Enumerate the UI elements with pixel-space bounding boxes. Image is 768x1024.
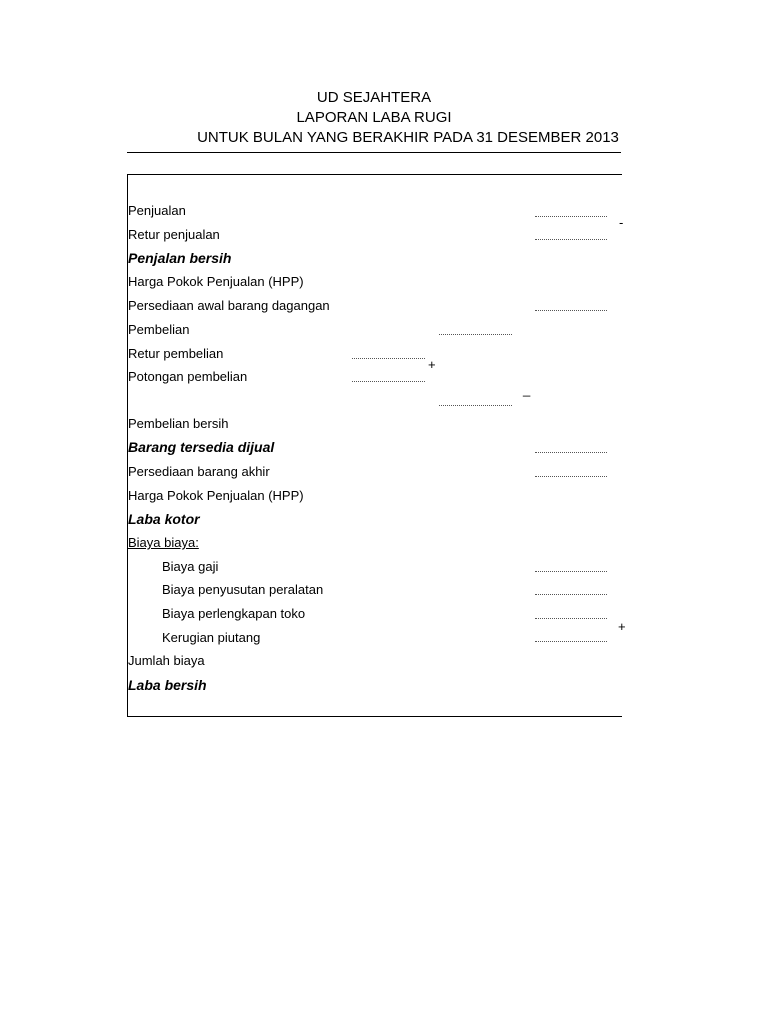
row-kerugian-piutang: Kerugian piutang xyxy=(162,630,261,645)
amount-barang-tersedia xyxy=(535,452,607,453)
row-jumlah-biaya: Jumlah biaya xyxy=(128,653,205,668)
report-period: UNTUK BULAN YANG BERAKHIR PADA 31 DESEMBER 2013 xyxy=(197,129,619,146)
amount-penjualan xyxy=(535,216,607,217)
row-barang-tersedia: Barang tersedia dijual xyxy=(128,439,275,455)
minus-sign-cut: - xyxy=(619,215,624,230)
row-penjualan-bersih: Penjalan bersih xyxy=(128,250,232,266)
row-pembelian: Pembelian xyxy=(128,322,190,337)
plus-sign: + xyxy=(428,357,436,372)
row-laba-kotor: Laba kotor xyxy=(128,511,200,527)
row-biaya-gaji: Biaya gaji xyxy=(162,559,219,574)
amount-biaya-penyusutan xyxy=(535,594,607,595)
row-laba-bersih: Laba bersih xyxy=(128,677,207,693)
row-retur-pembelian: Retur pembelian xyxy=(128,346,224,361)
amount-biaya-gaji xyxy=(535,571,607,572)
amount-biaya-perlengkapan xyxy=(535,618,607,619)
amount-persediaan-akhir xyxy=(535,476,607,477)
amount-persediaan-awal xyxy=(535,310,607,311)
row-hpp-total: Harga Pokok Penjualan (HPP) xyxy=(128,488,304,503)
amount-pembelian xyxy=(439,334,512,335)
amount-potongan-pembelian xyxy=(352,381,425,382)
plus-sign-cut: + xyxy=(618,619,626,634)
amount-retur-pembelian xyxy=(352,358,425,359)
row-potongan-pembelian: Potongan pembelian xyxy=(128,369,248,384)
row-persediaan-awal: Persediaan awal barang dagangan xyxy=(128,298,330,313)
amount-retur-penjualan xyxy=(535,239,607,240)
row-retur-penjualan: Retur penjualan xyxy=(128,227,220,242)
row-penjualan: Penjualan xyxy=(128,203,186,218)
row-pembelian-bersih: Pembelian bersih xyxy=(128,416,229,431)
company-name: UD SEJAHTERA xyxy=(316,89,432,106)
row-biaya-penyusutan: Biaya penyusutan peralatan xyxy=(162,582,324,597)
row-biaya-heading: Biaya biaya: xyxy=(128,535,199,550)
amount-kerugian-piutang xyxy=(535,641,607,642)
header-rule xyxy=(127,152,621,153)
row-hpp-heading: Harga Pokok Penjualan (HPP) xyxy=(128,274,304,289)
amount-potongan-total xyxy=(439,405,512,406)
row-biaya-perlengkapan: Biaya perlengkapan toko xyxy=(162,606,306,621)
report-header xyxy=(127,88,621,148)
row-persediaan-akhir: Persediaan barang akhir xyxy=(128,464,270,479)
minus-sign: _ xyxy=(523,382,531,397)
report-title: LAPORAN LABA RUGI xyxy=(296,109,452,126)
